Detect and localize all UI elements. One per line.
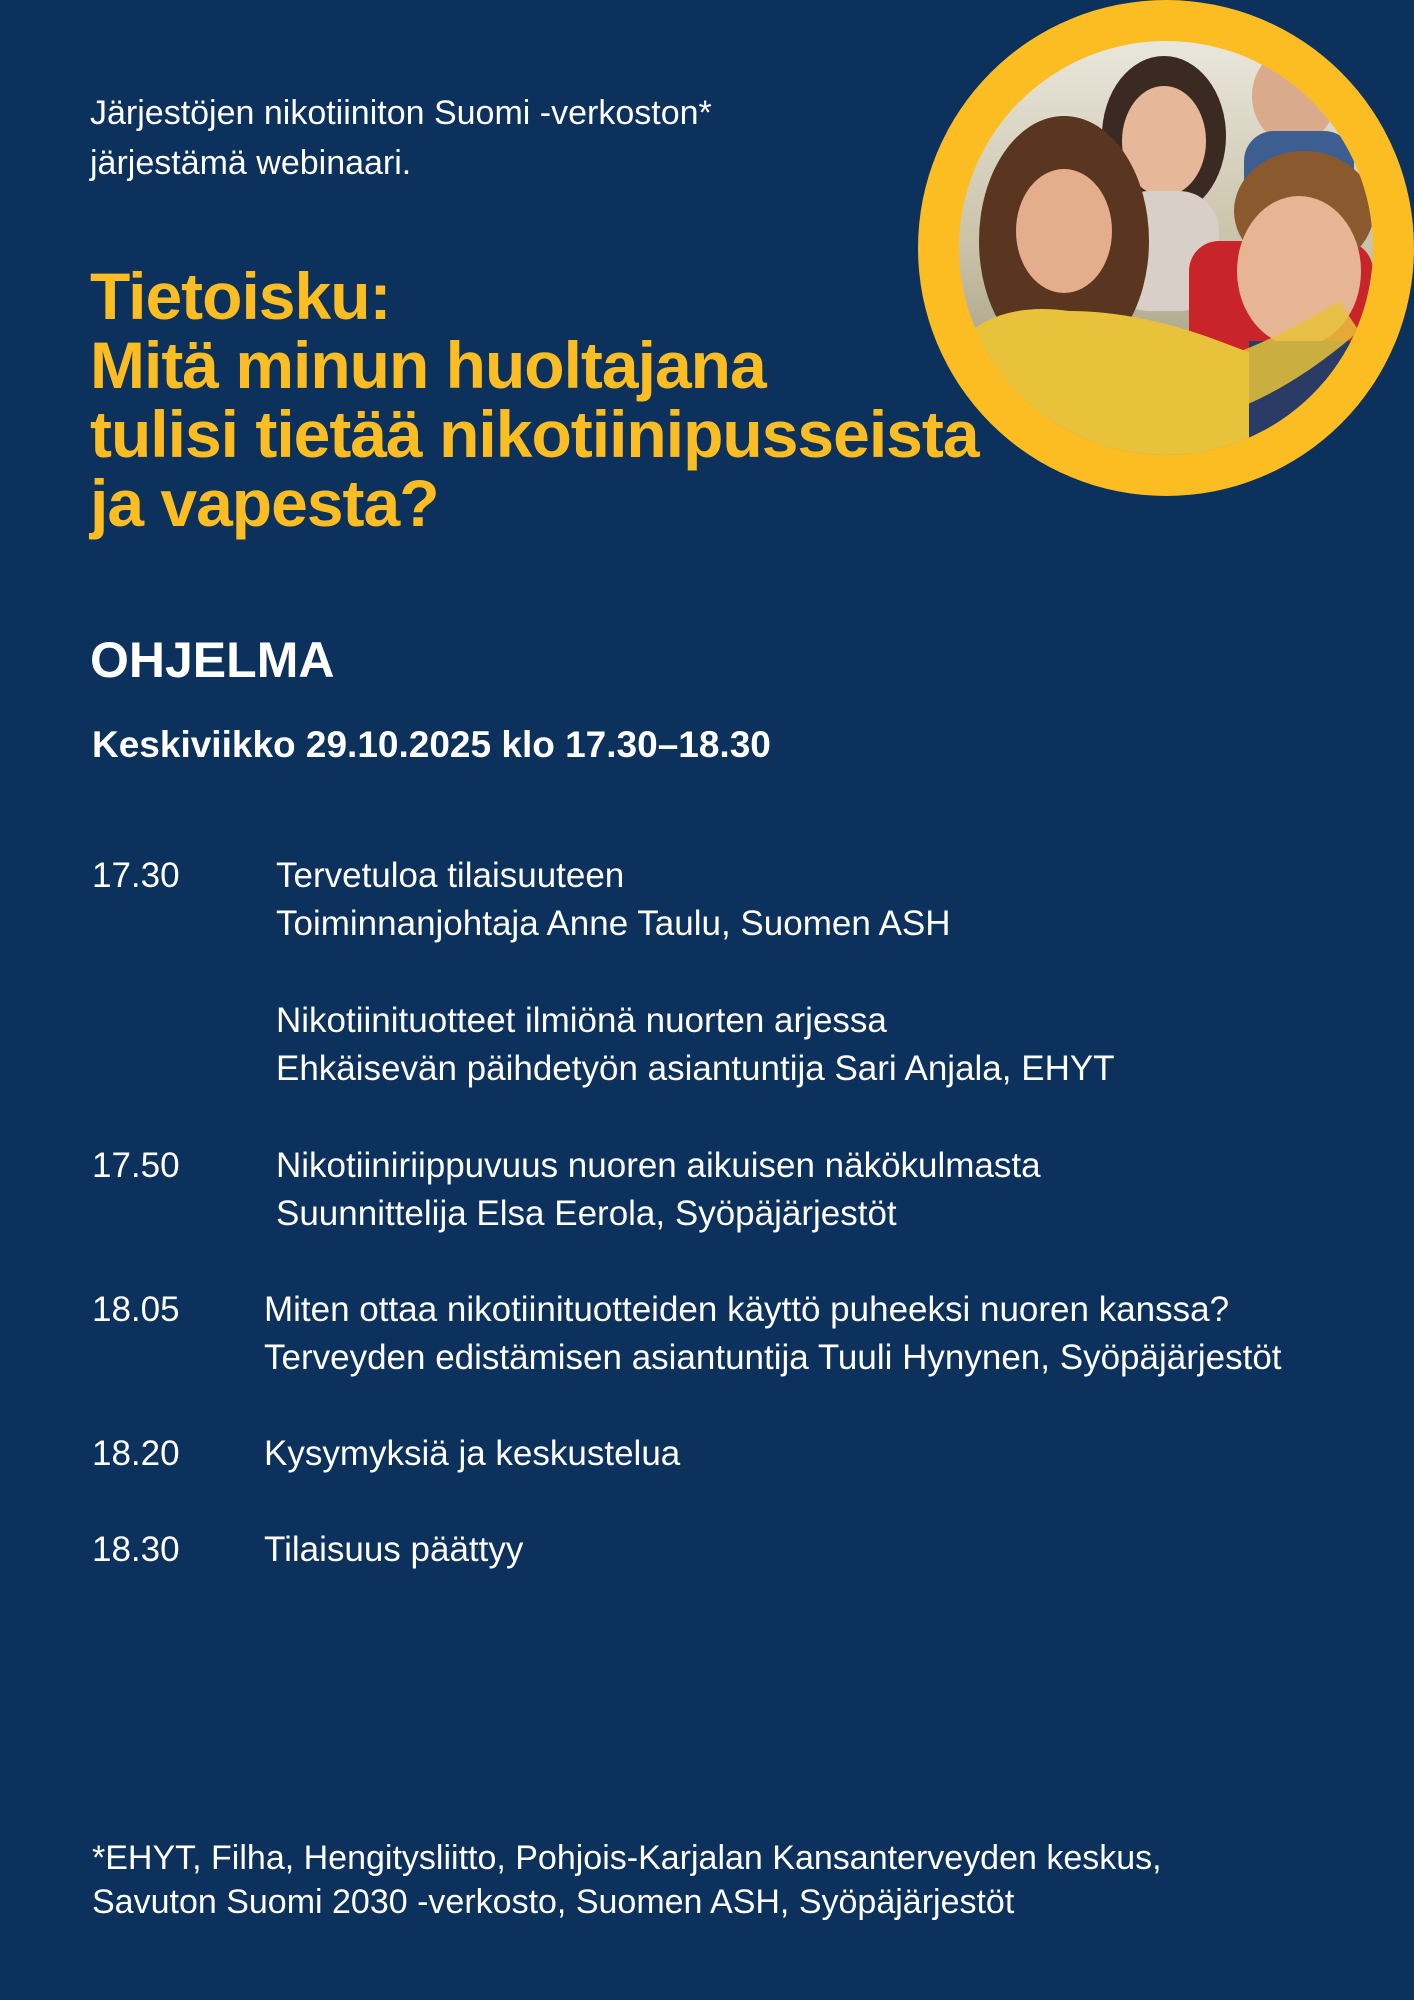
agenda-time: 18.05: [92, 1290, 180, 1329]
agenda-speaker: Ehkäisevän päihdetyön asiantuntija Sari Anjala, EHYT: [276, 1049, 1115, 1088]
title-line-2: Mitä minun huoltajana: [90, 328, 766, 402]
footnote-line-2: Savuton Suomi 2030 -verkosto, Suomen ASH, Syöpäjärjestöt: [92, 1883, 1015, 1921]
page-title: [90, 259, 1050, 540]
agenda-speaker: Toiminnanjohtaja Anne Taulu, Suomen ASH: [276, 904, 951, 943]
agenda-title: Tervetuloa tilaisuuteen: [276, 856, 625, 895]
intro-line-2: järjestämä webinaari.: [90, 144, 412, 182]
title-line-3: tulisi tietää nikotiinipusseista: [90, 397, 979, 471]
title-line-4: ja vapesta?: [90, 466, 439, 540]
program-date: Keskiviikko 29.10.2025 klo 17.30–18.30: [92, 724, 771, 765]
agenda-time: 18.30: [92, 1530, 180, 1569]
program-heading: OHJELMA: [90, 632, 335, 688]
agenda-title: Nikotiinituotteet ilmiönä nuorten arjessa: [276, 1001, 887, 1040]
footnote-line-1: *EHYT, Filha, Hengitysliitto, Pohjois-Karjalan Kansanterveyden keskus,: [92, 1839, 1162, 1877]
agenda-time: 18.20: [92, 1434, 180, 1473]
footnote: [92, 1836, 1162, 1924]
agenda-time: 17.30: [92, 856, 180, 895]
agenda-time: 17.50: [92, 1146, 180, 1185]
agenda-speaker: Terveyden edistämisen asiantuntija Tuuli Hynynen, Syöpäjärjestöt: [264, 1338, 1282, 1377]
intro-text: [90, 88, 890, 188]
agenda-title: Tilaisuus päättyy: [264, 1530, 524, 1569]
agenda-speaker: Suunnittelija Elsa Eerola, Syöpäjärjestöt: [276, 1194, 897, 1233]
agenda-title: Miten ottaa nikotiinituotteiden käyttö puheeksi nuoren kanssa?: [264, 1290, 1230, 1329]
intro-line-1: Järjestöjen nikotiiniton Suomi -verkoston*: [90, 94, 712, 132]
agenda-title: Kysymyksiä ja keskustelua: [264, 1434, 681, 1473]
agenda-title: Nikotiiniriippuvuus nuoren aikuisen näkökulmasta: [276, 1146, 1041, 1185]
title-line-1: Tietoisku:: [90, 259, 391, 333]
